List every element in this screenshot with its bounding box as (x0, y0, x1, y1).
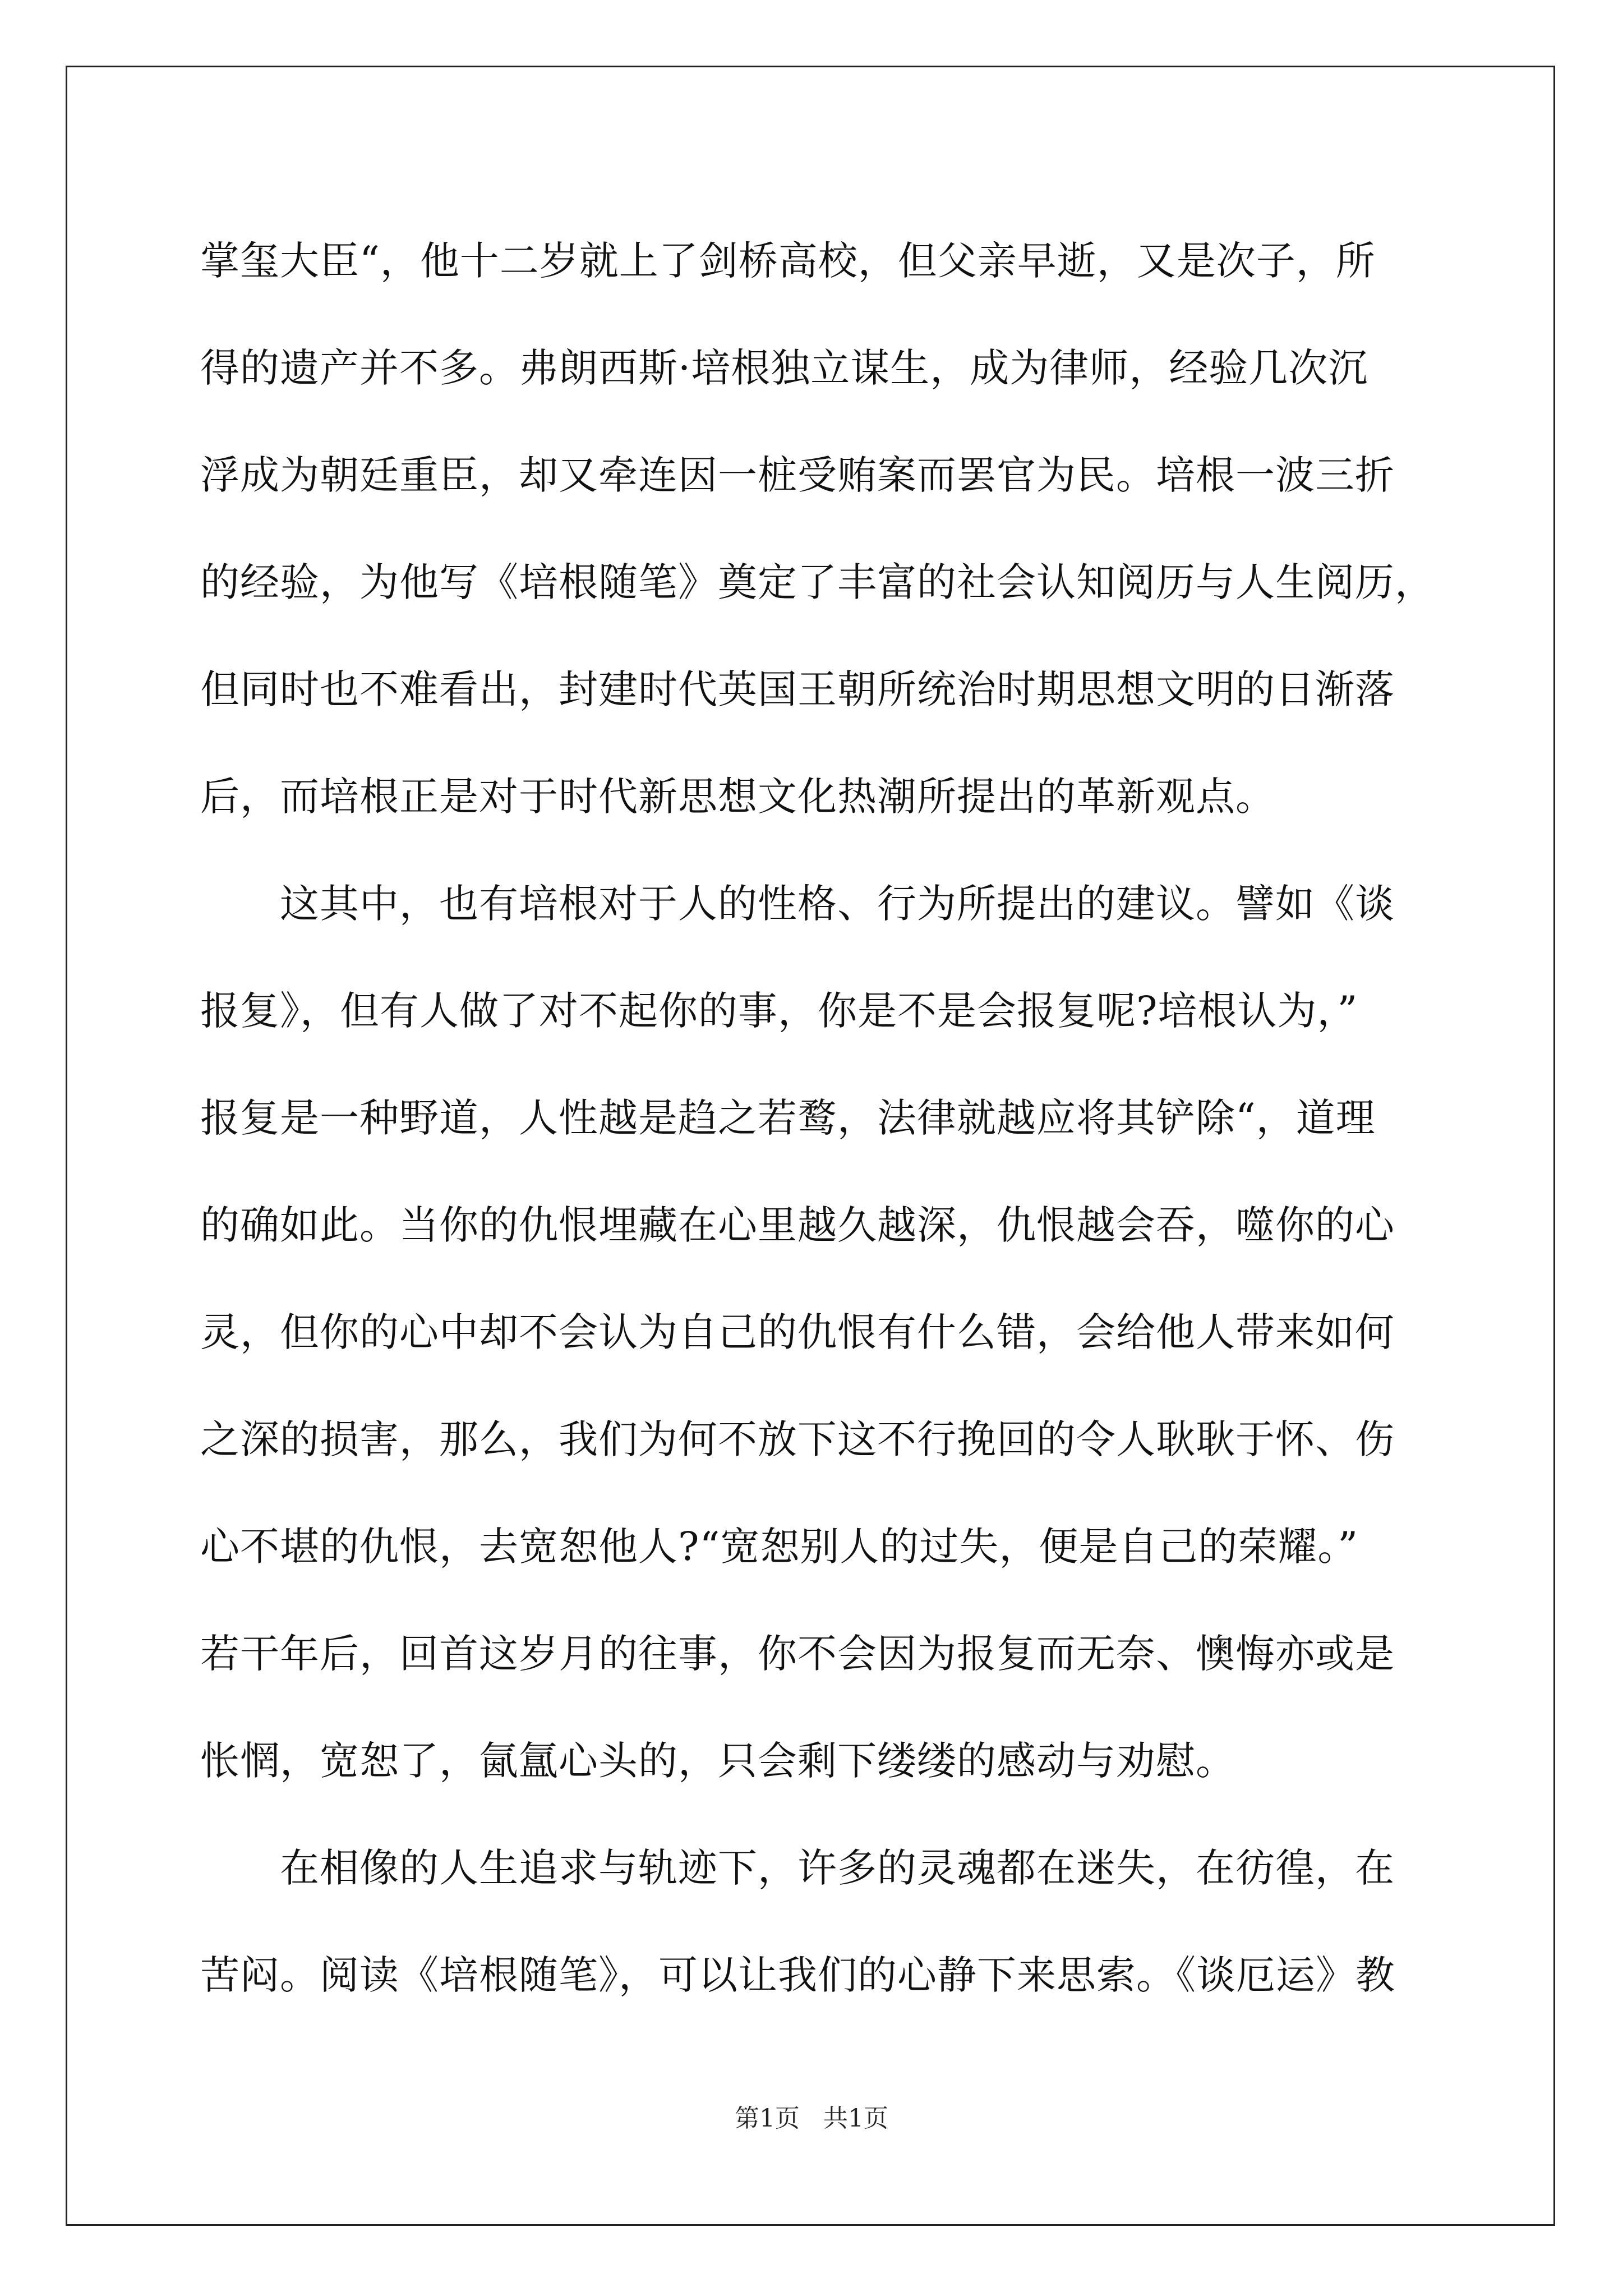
text-line: 得的遗产并不多。弗朗西斯·培根独立谋生，成为律师，经验几次沉 (200, 345, 1368, 391)
page-total: 共1页 (823, 2104, 888, 2133)
text-line: 报复》，但有人做了对不起你的事，你是不是会报复呢?培根认为，” (200, 988, 1358, 1034)
text-line: 报复是一种野道，人性越是趋之若鹜，法律就越应将其铲除“，道理 (200, 1095, 1376, 1141)
text-line: 怅惘，宽恕了，氤氲心头的，只会剩下缕缕的感动与劝慰。 (200, 1738, 1235, 1784)
text-line: 但同时也不难看出，封建时代英国王朝所统治时期思想文明的日渐落 (200, 666, 1395, 712)
text-line: 掌玺大臣“，他十二岁就上了剑桥高校，但父亲早逝，又是次子，所 (200, 238, 1376, 284)
text-line: 后，而培根正是对于时代新思想文化热潮所提出的革新观点。 (200, 774, 1275, 820)
document-body (200, 208, 1435, 2029)
text-line: 的经验，为他写《培根随笔》奠定了丰富的社会认知阅历与人生阅历， (200, 559, 1435, 605)
text-line: 的确如此。当你的仇恨埋藏在心里越久越深，仇恨越会吞，噬你的心 (200, 1202, 1395, 1248)
text-line: 这其中，也有培根对于人的性格、行为所提出的建议。譬如《谈 (200, 881, 1395, 927)
text-line: 心不堪的仇恨，去宽恕他人?“宽恕别人的过失，便是自己的荣耀。” (200, 1524, 1359, 1570)
text-line: 灵，但你的心中却不会认为自己的仇恨有什么错，会给他人带来如何 (200, 1309, 1395, 1355)
text-line: 之深的损害，那么，我们为何不放下这不行挽回的令人耿耿于怀、伤 (200, 1416, 1395, 1462)
page-number: 第1页 (735, 2104, 800, 2133)
text-line: 若干年后，回首这岁月的往事，你不会因为报复而无奈、懊悔亦或是 (200, 1631, 1395, 1677)
text-line: 苦闷。阅读《培根随笔》，可以让我们的心静下来思索。《谈厄运》教 (200, 1952, 1395, 1998)
page-footer (0, 2098, 1623, 2134)
text-line: 浮成为朝廷重臣，却又牵连因一桩受贿案而罢官为民。培根一波三折 (200, 452, 1395, 498)
text-line: 在相像的人生追求与轨迹下，许多的灵魂都在迷失，在彷徨，在 (200, 1845, 1395, 1891)
